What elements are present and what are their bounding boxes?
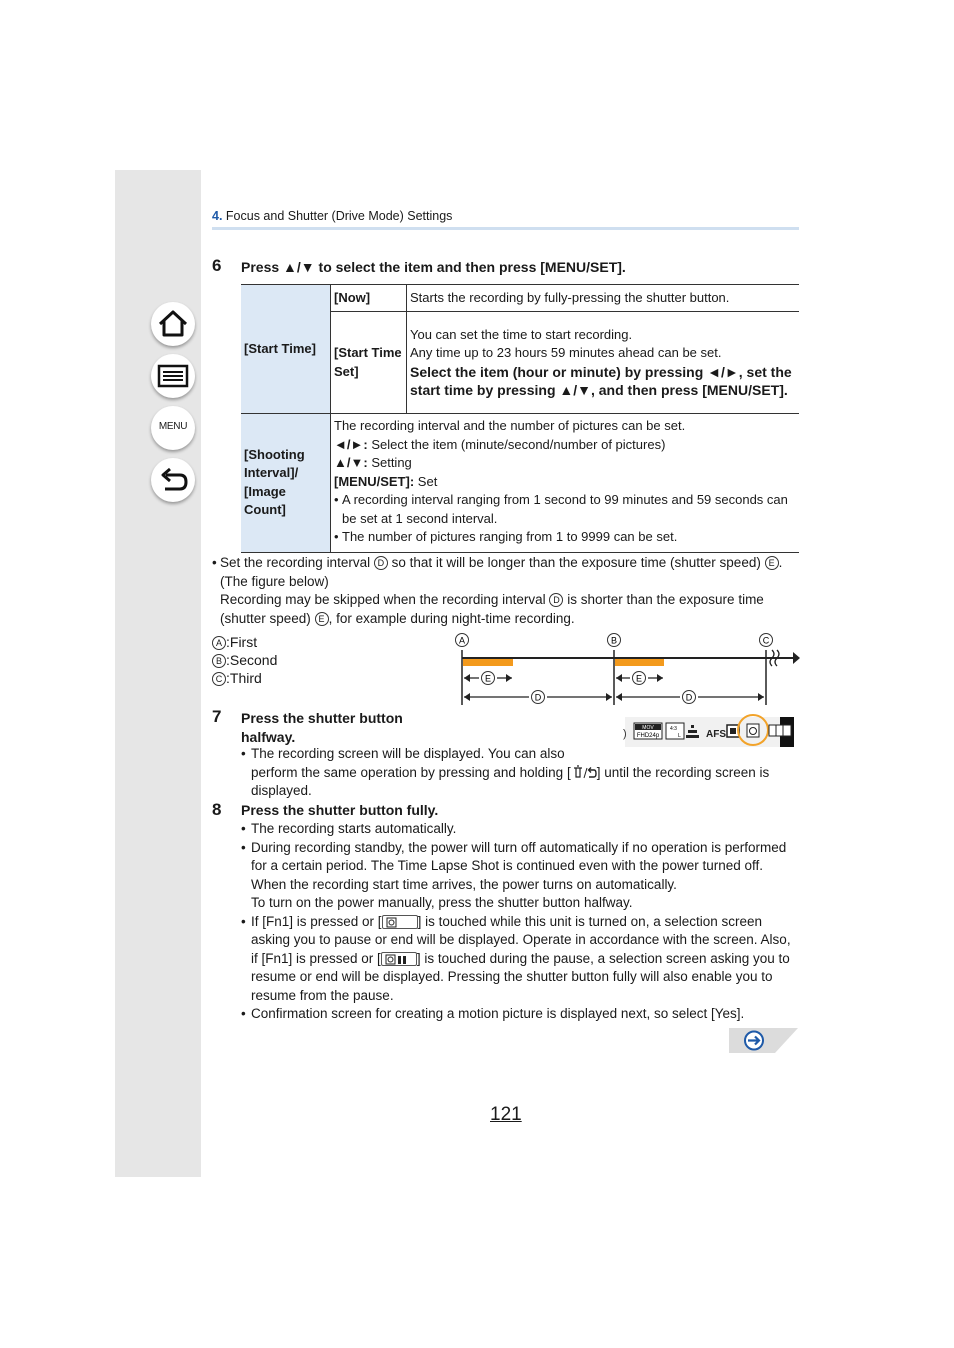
svg-text:E: E (484, 673, 492, 684)
step-7-bullet-text-b: perform the same operation by pressing and holding [ (251, 764, 571, 780)
chapter-number: 4. (212, 209, 223, 223)
back-button[interactable] (151, 458, 195, 502)
start-time-set-line-2: Any time up to 23 hours 59 minutes ahead can be set. (410, 345, 722, 360)
marker-a: A (212, 636, 226, 650)
note-text-h: , for example during night-time recording. (328, 610, 575, 626)
home-button[interactable] (151, 302, 195, 346)
svg-text:D: D (685, 692, 693, 703)
marker-d: D (549, 593, 563, 607)
marker-e: E (765, 556, 779, 570)
start-time-set-instruction: Select the item (hour or minute) by pressing ◄/►, set the start time by pressing ▲/▼, and then press [MENU/SET]. (410, 363, 792, 398)
interval-bullet-1: • A recording interval ranging from 1 second to 99 minutes and 59 seconds can be set at 1 second interval. (334, 491, 796, 528)
svg-text:4:3: 4:3 (670, 726, 677, 732)
step-7-bullet-text-c: ] until the recording screen is (596, 764, 770, 780)
note-text-g: (shutter speed) (220, 610, 311, 626)
note-line-4 (212, 610, 802, 629)
exposure-bar-2 (615, 659, 664, 666)
interval-line-1: The recording interval and the number of pictures can be set. (334, 418, 686, 433)
svg-text:A: A (458, 635, 466, 646)
step-7-bullet-line-2 (251, 764, 799, 783)
interval-label: [Shooting Interval]/ [Image Count] (241, 414, 331, 553)
timeline-diagram (450, 628, 810, 710)
step-8-bullet-1: • The recording starts automatically. (241, 820, 799, 839)
time-lapse-pause-icon (381, 952, 417, 966)
time-lapse-icon (383, 917, 417, 929)
exposure-bar-1 (463, 659, 513, 666)
menu-label: MENU (158, 421, 188, 432)
marker-a-label (456, 634, 469, 647)
interval-line-3-text: Setting (371, 455, 412, 470)
time-lapse-icon (747, 724, 759, 737)
step-7-bullet-line-1: • The recording screen will be displayed. You can also (251, 746, 565, 761)
note-text-b: so that it will be longer than the exposure time (shutter speed) (391, 555, 761, 570)
legend-second (212, 651, 277, 669)
note-line-3 (212, 591, 802, 610)
legend-second-text: :Second (226, 652, 278, 668)
interval-span-2 (616, 690, 764, 704)
step-6-number: 6 (212, 256, 222, 275)
home-icon (151, 302, 195, 346)
step-8-bullet-3 (241, 913, 799, 1006)
battery-icon (769, 725, 791, 736)
interval-key-ud: ▲/▼: (334, 455, 368, 470)
step-8-bullet-3-b: ] is touched while this unit is turned on, a selection screen asking you to pause or end will be displayed. Operate in accordance with the screen. Also, if [Fn1] is pressed or [ (251, 913, 791, 966)
svg-text:B: B (610, 635, 618, 646)
delete-return-icon (571, 765, 597, 779)
step-7-number: 7 (212, 707, 222, 726)
step-8-bullet-2 (241, 839, 799, 913)
exposure-span-1 (464, 671, 512, 685)
step-8-bullet-2-extra: To turn on the power manually, press the shutter button halfway. (251, 895, 633, 910)
legend-first-text: :First (226, 634, 258, 650)
af-mode-afs: AFS (706, 729, 726, 740)
note-text-f: is shorter than the exposure time (567, 592, 764, 607)
legend-third-text: :Third (226, 670, 262, 686)
step-8-title: Press the shutter button fully. (241, 802, 439, 818)
next-page-button[interactable] (729, 1028, 799, 1054)
svg-text:L: L (678, 733, 681, 739)
return-icon (151, 458, 195, 502)
list-icon (151, 354, 195, 398)
now-option-desc: Starts the recording by fully-pressing the shutter button. (407, 285, 800, 312)
marker-b-label (608, 634, 621, 647)
interval-line-3 (334, 454, 796, 473)
step-7-bullet-line-3: displayed. (251, 783, 312, 798)
svg-text:): ) (623, 728, 627, 740)
step-8-bullets (241, 820, 799, 1024)
step-8-number: 8 (212, 800, 222, 819)
section-header (212, 209, 452, 223)
exposure-span-2 (616, 671, 663, 685)
step-7-title-line-2: halfway. (241, 729, 296, 745)
svg-text:MOV: MOV (642, 725, 654, 731)
note-line-1 (212, 554, 802, 573)
aspect-size-icon (666, 723, 684, 739)
next-arrow-icon (745, 1032, 763, 1050)
start-time-set-label: [Start Time Set] (331, 312, 407, 414)
settings-table (241, 284, 799, 553)
step-8-bullet-3-a: If [Fn1] is pressed or [ (251, 913, 382, 929)
menu-button[interactable] (151, 406, 195, 450)
svg-text:D: D (534, 692, 542, 703)
legend-first (212, 633, 277, 651)
step-7-bullet (241, 745, 799, 801)
marker-c-label (760, 634, 773, 647)
interval-span-1 (464, 690, 612, 704)
page-number: 121 (490, 1104, 522, 1125)
step-8-bullet-3-c: ] is touched during the pause, a selection screen asking you to resume or end will be displayed. Pressing the shutter button fully will also enable you to resume from the pause. (251, 950, 790, 1003)
interval-line-4-text: Set (417, 473, 438, 489)
start-time-set-desc (407, 312, 800, 414)
note-text-e: Recording may be skipped when the recording interval (220, 592, 546, 607)
note-text-a: Set the recording interval (220, 555, 371, 570)
time-axis-arrow (793, 652, 800, 664)
marker-b: B (212, 654, 226, 668)
chapter-title: Focus and Shutter (Drive Mode) Settings (225, 209, 453, 223)
step-7-title (241, 709, 403, 747)
interval-note (212, 554, 802, 628)
marker-e: E (315, 612, 329, 626)
marker-c: C (212, 672, 226, 686)
figure-legend (212, 633, 277, 687)
svg-text:FHD24p: FHD24p (636, 733, 660, 739)
step-8-bullet-4: • Confirmation screen for creating a motion picture is displayed next, so select [Yes]. (241, 1005, 799, 1024)
interval-desc (331, 414, 800, 553)
note-line-2: (The figure below) (220, 573, 329, 589)
interval-bullet-2: • The number of pictures ranging from 1 to 9999 can be set. (334, 528, 796, 547)
marker-d: D (374, 556, 388, 570)
header-rule (212, 227, 799, 230)
step-8-bullet-2-text: • During recording standby, the power will turn off automatically if no operation is performed for a certain period. The Time Lapse Shot is continued even with the power turned off. When the recording start time arrives, the power turns on automatically. (251, 839, 787, 892)
svg-text:E: E (635, 673, 643, 684)
interval-line-2 (334, 436, 796, 455)
pause-icon (382, 954, 416, 966)
interval-key-menuset: [MENU/SET]: (334, 473, 415, 489)
step-7-title-line-1: Press the shutter button (241, 710, 403, 726)
svg-text:C: C (762, 635, 770, 646)
note-text-c: . (778, 555, 783, 570)
time-lapse-touch-icon (382, 915, 418, 929)
step-7-bullets (241, 745, 799, 801)
start-time-label: [Start Time] (241, 285, 331, 414)
movie-format-icon (634, 723, 662, 739)
start-time-set-line-1: You can set the time to start recording. (410, 326, 633, 342)
interval-key-lr: ◄/►: (334, 436, 368, 452)
contents-button[interactable] (151, 354, 195, 398)
step-6-instruction: Press ▲/▼ to select the item and then press [MENU/SET]. (241, 259, 626, 275)
legend-third (212, 669, 277, 687)
interval-line-2-text: Select the item (minute/second/number of pictures) (371, 436, 666, 452)
now-option-label: [Now] (331, 285, 407, 312)
interval-line-4 (334, 473, 796, 492)
